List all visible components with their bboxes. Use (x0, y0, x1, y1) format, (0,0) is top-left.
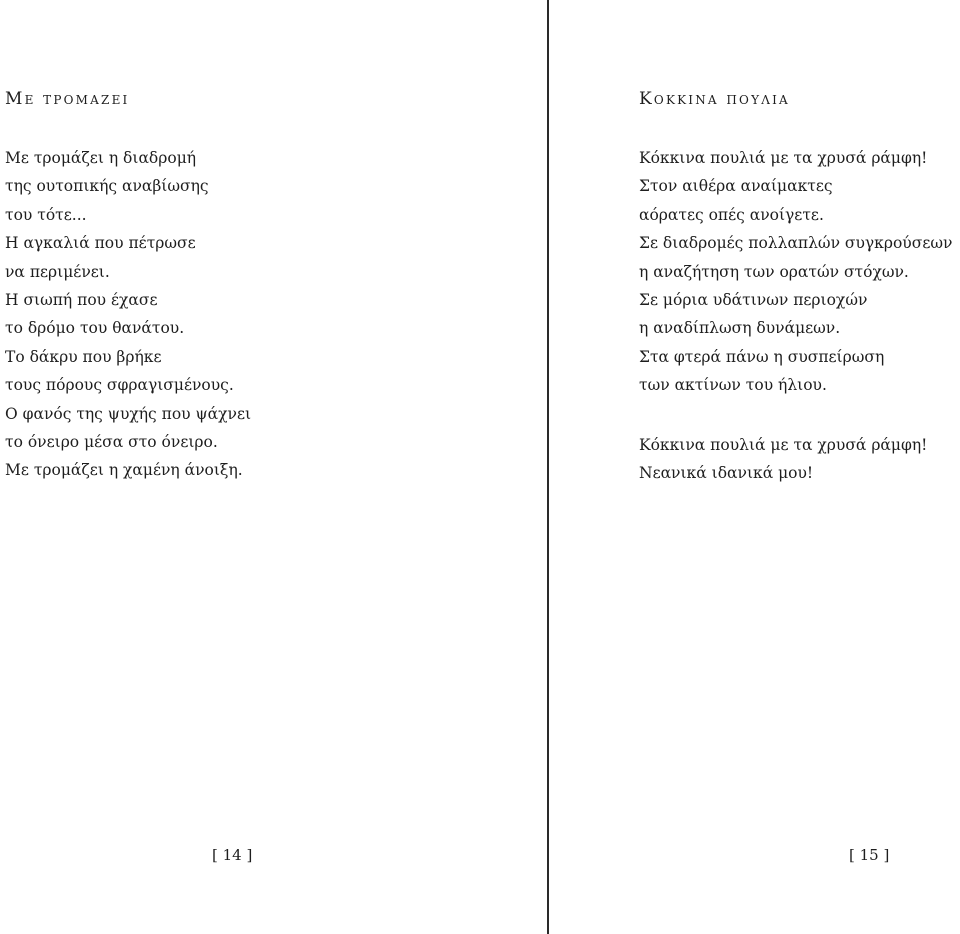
poem-line: Η αγκαλιά που πέτρωσε (5, 234, 196, 253)
poem-line: Με τρομάζει η διαδρομή (5, 149, 197, 167)
poem-stanza (639, 144, 952, 400)
poem-line: Το δάκρυ που βρήκε (5, 347, 162, 366)
poem-stanza (639, 431, 927, 488)
poem-stanza (5, 144, 251, 485)
poem-line: Κόκκινα πουλιά με τα χρυσά ράμφη! (639, 149, 928, 167)
poem-line: των ακτίνων του ήλιου. (639, 376, 827, 395)
page-number: [ 14 ] (212, 846, 253, 864)
poem-line: να περιμένει. (5, 262, 110, 281)
poem-line: της ουτοπικής αναβίωσης (5, 177, 209, 196)
poem-line: Νεανικά ιδανικά μου! (639, 464, 814, 483)
poem-line: Σε μόρια υδάτινων περιοχών (639, 291, 868, 310)
poem-line: του τότε... (5, 205, 87, 224)
poem-line: η αναδίπλωση δυνάμεων. (639, 319, 841, 338)
poem-line: το όνειρο μέσα στο όνειρο. (5, 433, 218, 452)
book-gutter-divider (547, 0, 549, 934)
page-number: [ 15 ] (849, 846, 890, 864)
poem-line: τους πόρους σφραγισμένους. (5, 376, 234, 395)
poem-line: Ο φανός της ψυχής που ψάχνει (5, 404, 252, 423)
poem-title: Με τρομαζει (5, 89, 130, 109)
poem-line: Με τρομάζει η χαμένη άνοιξη. (5, 461, 243, 480)
poem-line: Κόκκινα πουλιά με τα χρυσά ράμφη! (639, 436, 928, 454)
poem-title: Κοκκινα πουλια (639, 89, 790, 109)
poem-line: Στα φτερά πάνω η συσπείρωση (639, 347, 885, 366)
right-page (550, 0, 960, 934)
poem-line: Η σιωπή που έχασε (5, 291, 158, 310)
poem-line: η αναζήτηση των ορατών στόχων. (639, 262, 909, 281)
poem-line: το δρόμο του θανάτου. (5, 319, 185, 338)
poem-line: Σε διαδρομές πολλαπλών συγκρούσεων (639, 234, 953, 253)
poem-line: αόρατες οπές ανοίγετε. (639, 205, 824, 224)
poem-line: Στον αιθέρα αναίμακτες (639, 177, 833, 196)
